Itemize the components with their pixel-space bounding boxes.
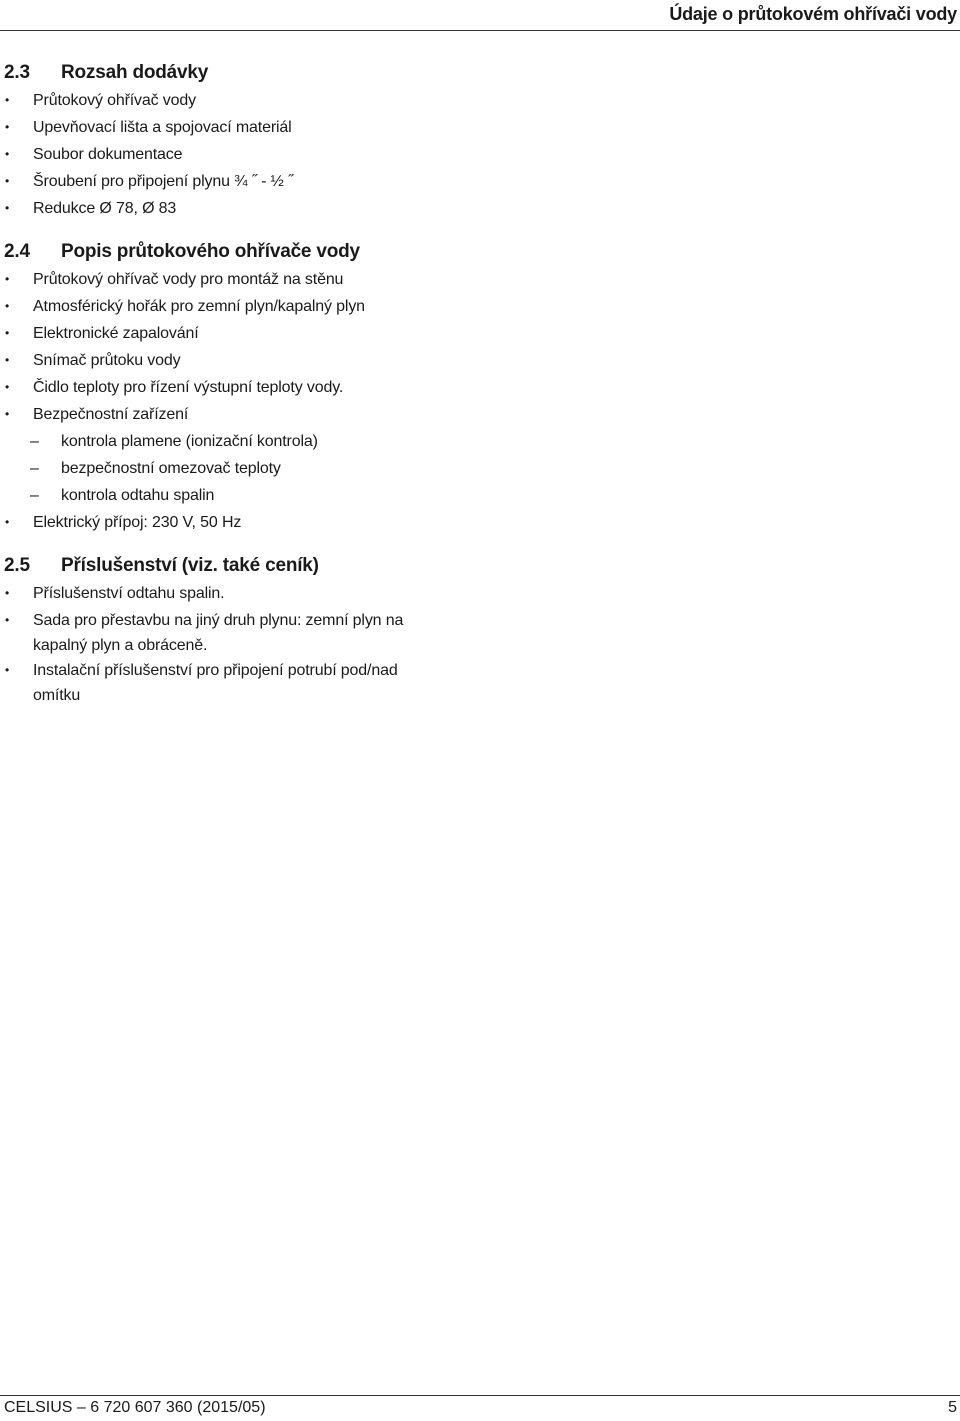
section-title: Popis průtokového ohřívače vody	[61, 241, 360, 262]
list-item-text: Atmosférický hořák pro zemní plyn/kapalný plyn	[33, 298, 365, 315]
list-item	[4, 115, 564, 142]
list-item	[4, 196, 564, 223]
list-item	[4, 294, 564, 321]
list-item	[4, 321, 564, 348]
sub-list-item	[4, 483, 564, 510]
section-number: 2.3	[4, 62, 30, 83]
list-item	[4, 581, 564, 608]
section-scope-of-delivery	[4, 58, 564, 223]
bullet-icon: •	[5, 613, 10, 627]
list-item-text: Čidlo teploty pro řízení výstupní teploty vody.	[33, 379, 344, 396]
section-title: Příslušenství (viz. také ceník)	[61, 555, 319, 576]
page-footer	[0, 1395, 960, 1421]
section-heater-description	[4, 237, 564, 537]
bullet-icon: •	[5, 515, 10, 529]
page-header	[0, 0, 960, 31]
page-number: 5	[948, 1399, 957, 1416]
section-heading	[4, 58, 564, 88]
bullet-icon: •	[5, 326, 10, 340]
bullet-icon: •	[5, 380, 10, 394]
document-reference: CELSIUS – 6 720 607 360 (2015/05)	[4, 1399, 266, 1416]
section-number: 2.4	[4, 241, 30, 262]
list-item-text: Průtokový ohřívač vody	[33, 92, 196, 109]
list-item-text: Elektronické zapalování	[33, 325, 199, 342]
list-item-text: Průtokový ohřívač vody pro montáž na stěnu	[33, 271, 344, 288]
section-title: Rozsah dodávky	[61, 62, 209, 83]
list-item-text: Instalační příslušenství pro připojení potrubí pod/nad omítku	[33, 662, 398, 704]
list-item-text: Příslušenství odtahu spalin.	[33, 585, 225, 602]
list-item-text: Sada pro přestavbu na jiný druh plynu: zemní plyn na kapalný plyn a obráceně.	[33, 612, 404, 654]
list-item	[4, 608, 434, 658]
bullet-icon: •	[5, 299, 10, 313]
list-item	[4, 658, 404, 708]
list-item	[4, 88, 564, 115]
list-item	[4, 142, 564, 169]
bullet-icon: •	[5, 272, 10, 286]
bullet-icon: •	[5, 663, 10, 677]
list-item	[4, 267, 564, 294]
header-title: Údaje o průtokovém ohřívači vody	[669, 4, 957, 24]
document-body	[4, 58, 564, 722]
list-item-text: Redukce Ø 78, Ø 83	[33, 200, 177, 217]
sub-list-item-text: kontrola odtahu spalin	[61, 487, 215, 504]
section-heading	[4, 551, 564, 581]
list-item	[4, 510, 564, 537]
sub-list-item-text: bezpečnostní omezovač teploty	[61, 460, 281, 477]
bullet-icon: •	[5, 120, 10, 134]
bullet-icon: •	[5, 201, 10, 215]
bullet-icon: •	[5, 147, 10, 161]
bullet-icon: •	[5, 93, 10, 107]
bullet-icon: •	[5, 353, 10, 367]
list-item-text: Upevňovací lišta a spojovací materiál	[33, 119, 292, 136]
bullet-icon: •	[5, 174, 10, 188]
list-item-text: Snímač průtoku vody	[33, 352, 181, 369]
list-item-text: Šroubení pro připojení plynu ¾ ˝ - ½ ˝	[33, 173, 294, 190]
sub-list-item	[4, 456, 564, 483]
bullet-icon: •	[5, 586, 10, 600]
section-accessories	[4, 551, 564, 708]
list-item-text: Bezpečnostní zařízení	[33, 406, 189, 423]
list-item-text: Elektrický přípoj: 230 V, 50 Hz	[33, 514, 242, 531]
list-item-text: Soubor dokumentace	[33, 146, 183, 163]
section-heading	[4, 237, 564, 267]
sub-list-item-text: kontrola plamene (ionizační kontrola)	[61, 433, 318, 450]
list-item	[4, 348, 564, 375]
bullet-icon: •	[5, 407, 10, 421]
sub-list-item	[4, 429, 564, 456]
list-item	[4, 169, 564, 196]
dash-icon: –	[30, 433, 39, 450]
list-item	[4, 375, 564, 402]
dash-icon: –	[30, 487, 39, 504]
section-number: 2.5	[4, 555, 30, 576]
list-item	[4, 402, 564, 429]
dash-icon: –	[30, 460, 39, 477]
